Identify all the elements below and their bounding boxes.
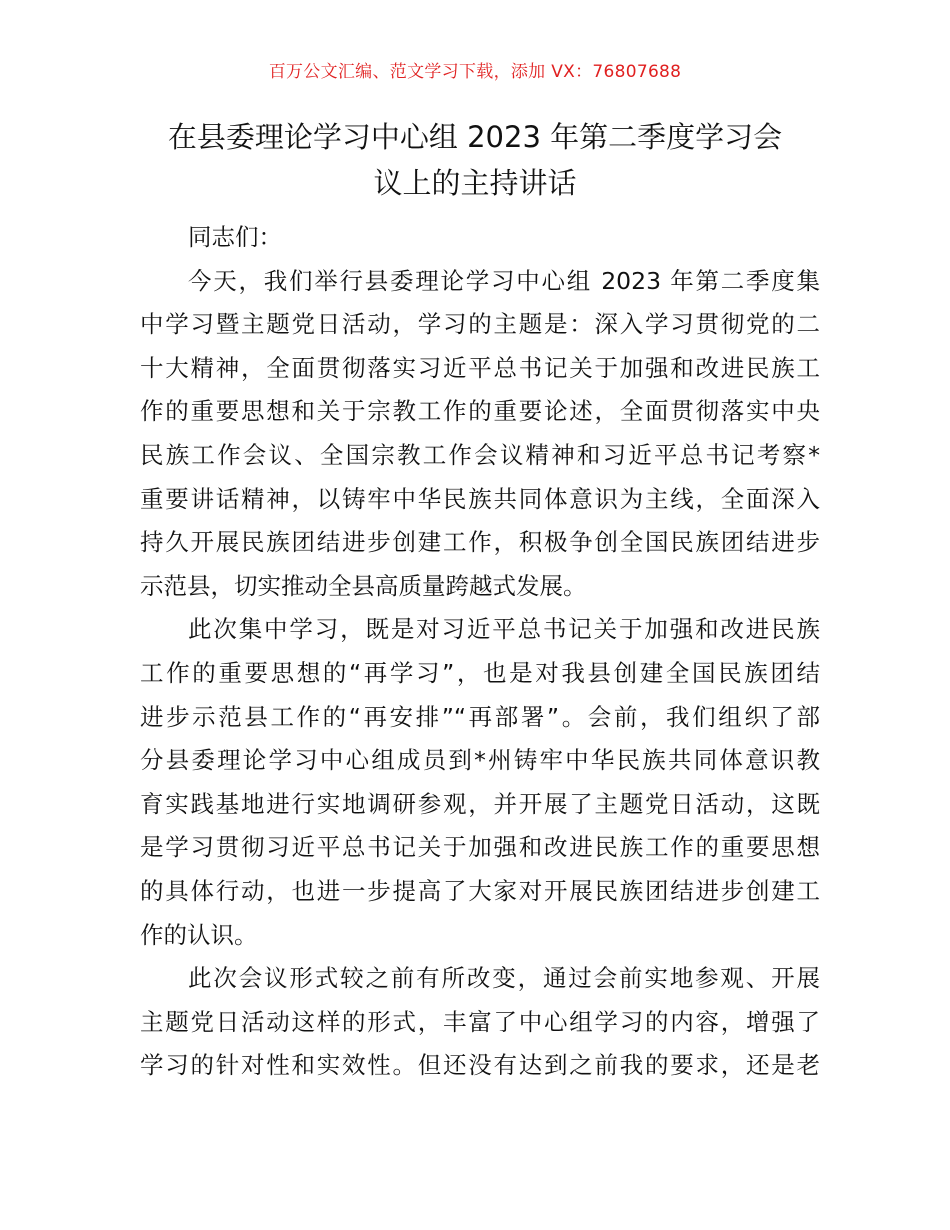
paragraph-line: 工作的重要思想的“再学习”，也是对我县创建全国民族团结 [140,658,820,687]
paragraph-line: 作的认识。 [140,920,258,949]
document-title [130,114,820,206]
paragraph-1 [140,260,820,609]
header-watermark-note: 百万公文汇编、范文学习下载，添加 VX：76807688 [268,62,682,82]
paragraph-line: 十大精神，全面贯彻落实习近平总书记关于加强和改进民族工 [140,353,820,382]
paragraph-line: 持久开展民族团结进步创建工作，积极争创全国民族团结进步 [140,528,820,557]
paragraph-line: 此次会议形式较之前有所改变，通过会前实地参观、开展 [188,964,820,993]
paragraph-line: 中学习暨主题党日活动，学习的主题是：深入学习贯彻党的二 [140,310,820,339]
paragraph-line: 作的重要思想和关于宗教工作的重要论述，全面贯彻落实中央 [140,397,820,426]
paragraph-line: 进步示范县工作的“再安排”“再部署”。会前，我们组织了部 [140,702,820,731]
paragraph-2 [140,608,820,957]
paragraph-line: 重要讲话精神，以铸牢中华民族共同体意识为主线，全面深入 [140,484,820,513]
paragraph-3 [140,957,820,1088]
salutation: 同志们： [188,223,282,251]
paragraph-line: 的具体行动，也进一步提高了大家对开展民族团结进步创建工 [140,876,820,905]
paragraph-line: 民族工作会议、全国宗教工作会议精神和习近平总书记考察* [140,440,820,469]
title-line-2: 议上的主持讲话 [373,166,577,200]
paragraph-line: 学习的针对性和实效性。但还没有达到之前我的要求，还是老 [140,1051,820,1080]
paragraph-line: 分县委理论学习中心组成员到*州铸牢中华民族共同体意识教 [140,746,820,775]
paragraph-line: 今天，我们举行县委理论学习中心组 2023 年第二季度集 [188,266,820,295]
title-line-1: 在县委理论学习中心组 2023 年第二季度学习会 [167,120,783,154]
paragraph-line: 主题党日活动这样的形式，丰富了中心组学习的内容，增强了 [140,1007,820,1036]
document-body [140,216,820,1088]
paragraph-line: 是学习贯彻习近平总书记关于加强和改进民族工作的重要思想 [140,833,820,862]
paragraph-line: 此次集中学习，既是对习近平总书记关于加强和改进民族 [188,615,820,644]
paragraph-line: 育实践基地进行实地调研参观，并开展了主题党日活动，这既 [140,789,820,818]
paragraph-line: 示范县，切实推动全县高质量跨越式发展。 [140,571,587,600]
